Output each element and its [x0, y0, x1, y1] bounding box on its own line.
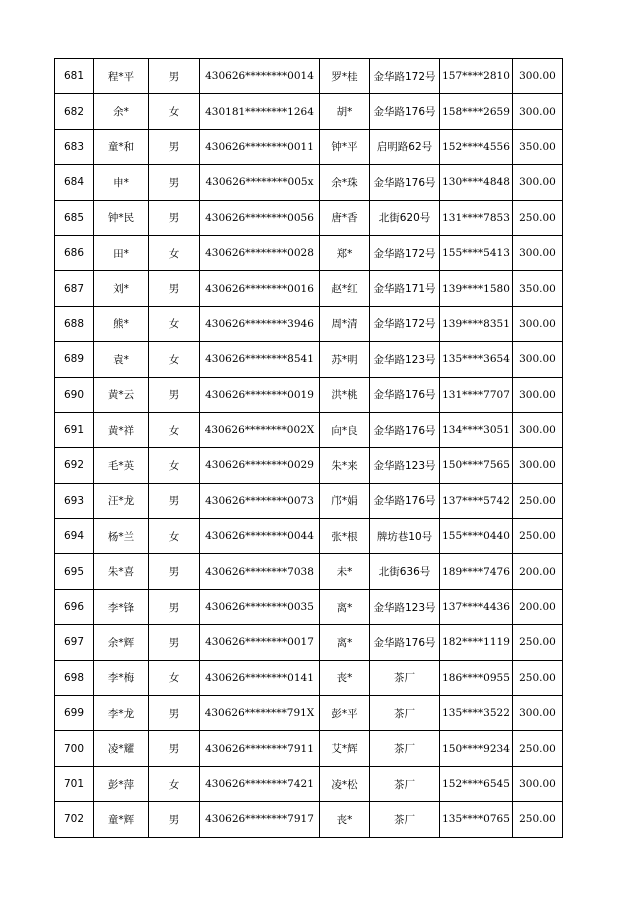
amount: 300.00 [513, 766, 563, 801]
row-number: 700 [55, 731, 94, 766]
amount: 350.00 [513, 271, 563, 306]
table-row [55, 165, 563, 200]
guardian-name: 未* [320, 554, 370, 589]
table-row [55, 766, 563, 801]
person-name: 毛*英 [94, 448, 149, 483]
id-number: 430626********0011 [200, 129, 320, 164]
phone-number: 131****7707 [440, 377, 513, 412]
address: 茶厂 [370, 766, 440, 801]
id-number: 430626********0035 [200, 589, 320, 624]
person-name: 汪*龙 [94, 483, 149, 518]
phone-number: 150****7565 [440, 448, 513, 483]
address: 金华路171号 [370, 271, 440, 306]
row-number: 692 [55, 448, 94, 483]
row-number: 688 [55, 306, 94, 341]
amount: 300.00 [513, 235, 563, 270]
phone-number: 152****6545 [440, 766, 513, 801]
amount: 300.00 [513, 412, 563, 447]
guardian-name: 丧* [320, 802, 370, 837]
person-name: 黄*祥 [94, 412, 149, 447]
table-row [55, 802, 563, 837]
phone-number: 137****4436 [440, 589, 513, 624]
amount: 300.00 [513, 59, 563, 94]
guardian-name: 郑* [320, 235, 370, 270]
amount: 250.00 [513, 483, 563, 518]
guardian-name: 离* [320, 625, 370, 660]
guardian-name: 赵*红 [320, 271, 370, 306]
table-row [55, 235, 563, 270]
id-number: 430626********0019 [200, 377, 320, 412]
amount: 200.00 [513, 589, 563, 624]
person-name: 童*和 [94, 129, 149, 164]
address: 茶厂 [370, 731, 440, 766]
table-row [55, 554, 563, 589]
address: 茶厂 [370, 696, 440, 731]
guardian-name: 胡* [320, 94, 370, 129]
guardian-name: 苏*明 [320, 342, 370, 377]
gender: 女 [149, 766, 200, 801]
phone-number: 131****7853 [440, 200, 513, 235]
guardian-name: 向*良 [320, 412, 370, 447]
phone-number: 135****3522 [440, 696, 513, 731]
amount: 250.00 [513, 625, 563, 660]
table-row [55, 696, 563, 731]
guardian-name: 丧* [320, 660, 370, 695]
row-number: 698 [55, 660, 94, 695]
table-row [55, 412, 563, 447]
address: 金华路176号 [370, 625, 440, 660]
row-number: 685 [55, 200, 94, 235]
address: 金华路176号 [370, 377, 440, 412]
gender: 男 [149, 731, 200, 766]
person-name: 童*辉 [94, 802, 149, 837]
phone-number: 137****5742 [440, 483, 513, 518]
gender: 男 [149, 483, 200, 518]
phone-number: 157****2810 [440, 59, 513, 94]
guardian-name: 张*根 [320, 519, 370, 554]
address: 金华路172号 [370, 306, 440, 341]
table-row [55, 519, 563, 554]
person-name: 李*锋 [94, 589, 149, 624]
id-number: 430626********0141 [200, 660, 320, 695]
phone-number: 158****2659 [440, 94, 513, 129]
person-name: 田* [94, 235, 149, 270]
id-number: 430626********7038 [200, 554, 320, 589]
id-number: 430626********0073 [200, 483, 320, 518]
address: 北街620号 [370, 200, 440, 235]
id-number: 430626********791X [200, 696, 320, 731]
guardian-name: 唐*香 [320, 200, 370, 235]
amount: 300.00 [513, 165, 563, 200]
address: 金华路123号 [370, 342, 440, 377]
phone-number: 134****3051 [440, 412, 513, 447]
id-number: 430626********0044 [200, 519, 320, 554]
address: 金华路176号 [370, 94, 440, 129]
phone-number: 139****8351 [440, 306, 513, 341]
amount: 300.00 [513, 94, 563, 129]
gender: 男 [149, 129, 200, 164]
row-number: 684 [55, 165, 94, 200]
address: 金华路176号 [370, 483, 440, 518]
person-name: 程*平 [94, 59, 149, 94]
gender: 男 [149, 802, 200, 837]
table-row [55, 271, 563, 306]
id-number: 430626********0028 [200, 235, 320, 270]
id-number: 430626********005x [200, 165, 320, 200]
address: 茶厂 [370, 660, 440, 695]
address: 金华路172号 [370, 59, 440, 94]
amount: 250.00 [513, 731, 563, 766]
table-row [55, 483, 563, 518]
gender: 女 [149, 448, 200, 483]
table-row [55, 59, 563, 94]
table-row [55, 200, 563, 235]
person-name: 凌*耀 [94, 731, 149, 766]
address: 金华路176号 [370, 165, 440, 200]
gender: 男 [149, 377, 200, 412]
person-name: 申* [94, 165, 149, 200]
table-row [55, 377, 563, 412]
gender: 男 [149, 625, 200, 660]
phone-number: 186****0955 [440, 660, 513, 695]
person-name: 余* [94, 94, 149, 129]
id-number: 430626********8541 [200, 342, 320, 377]
amount: 200.00 [513, 554, 563, 589]
guardian-name: 钟*平 [320, 129, 370, 164]
id-number: 430181********1264 [200, 94, 320, 129]
guardian-name: 凌*松 [320, 766, 370, 801]
gender: 男 [149, 589, 200, 624]
address: 金华路123号 [370, 589, 440, 624]
guardian-name: 罗*桂 [320, 59, 370, 94]
id-number: 430626********0014 [200, 59, 320, 94]
person-name: 黄*云 [94, 377, 149, 412]
gender: 女 [149, 412, 200, 447]
id-number: 430626********0016 [200, 271, 320, 306]
roster-table [54, 58, 563, 838]
address: 金华路172号 [370, 235, 440, 270]
row-number: 683 [55, 129, 94, 164]
phone-number: 189****7476 [440, 554, 513, 589]
amount: 300.00 [513, 306, 563, 341]
phone-number: 150****9234 [440, 731, 513, 766]
row-number: 696 [55, 589, 94, 624]
table-row [55, 129, 563, 164]
amount: 250.00 [513, 200, 563, 235]
row-number: 702 [55, 802, 94, 837]
person-name: 熊* [94, 306, 149, 341]
phone-number: 152****4556 [440, 129, 513, 164]
row-number: 690 [55, 377, 94, 412]
phone-number: 135****0765 [440, 802, 513, 837]
row-number: 695 [55, 554, 94, 589]
gender: 男 [149, 59, 200, 94]
guardian-name: 邝*娟 [320, 483, 370, 518]
guardian-name: 周*清 [320, 306, 370, 341]
row-number: 689 [55, 342, 94, 377]
guardian-name: 彭*平 [320, 696, 370, 731]
amount: 300.00 [513, 342, 563, 377]
guardian-name: 离* [320, 589, 370, 624]
person-name: 钟*民 [94, 200, 149, 235]
id-number: 430626********7917 [200, 802, 320, 837]
person-name: 李*龙 [94, 696, 149, 731]
table-row [55, 625, 563, 660]
row-number: 693 [55, 483, 94, 518]
gender: 女 [149, 306, 200, 341]
address: 启明路62号 [370, 129, 440, 164]
person-name: 余*辉 [94, 625, 149, 660]
table-row [55, 660, 563, 695]
row-number: 691 [55, 412, 94, 447]
roster-body [55, 59, 563, 838]
gender: 女 [149, 519, 200, 554]
person-name: 李*梅 [94, 660, 149, 695]
guardian-name: 余*珠 [320, 165, 370, 200]
id-number: 430626********7911 [200, 731, 320, 766]
id-number: 430626********002X [200, 412, 320, 447]
person-name: 彭*萍 [94, 766, 149, 801]
id-number: 430626********3946 [200, 306, 320, 341]
id-number: 430626********0029 [200, 448, 320, 483]
amount: 300.00 [513, 377, 563, 412]
row-number: 701 [55, 766, 94, 801]
table-row [55, 589, 563, 624]
id-number: 430626********0056 [200, 200, 320, 235]
guardian-name: 艾*辉 [320, 731, 370, 766]
gender: 男 [149, 200, 200, 235]
row-number: 681 [55, 59, 94, 94]
gender: 男 [149, 554, 200, 589]
table-row [55, 448, 563, 483]
amount: 350.00 [513, 129, 563, 164]
phone-number: 155****5413 [440, 235, 513, 270]
row-number: 682 [55, 94, 94, 129]
row-number: 686 [55, 235, 94, 270]
person-name: 朱*喜 [94, 554, 149, 589]
row-number: 694 [55, 519, 94, 554]
person-name: 刘* [94, 271, 149, 306]
phone-number: 130****4848 [440, 165, 513, 200]
table-row [55, 731, 563, 766]
amount: 250.00 [513, 660, 563, 695]
id-number: 430626********7421 [200, 766, 320, 801]
person-name: 杨*兰 [94, 519, 149, 554]
phone-number: 135****3654 [440, 342, 513, 377]
row-number: 697 [55, 625, 94, 660]
address: 金华路123号 [370, 448, 440, 483]
gender: 女 [149, 94, 200, 129]
address: 北街636号 [370, 554, 440, 589]
amount: 250.00 [513, 519, 563, 554]
row-number: 699 [55, 696, 94, 731]
row-number: 687 [55, 271, 94, 306]
id-number: 430626********0017 [200, 625, 320, 660]
phone-number: 139****1580 [440, 271, 513, 306]
gender: 男 [149, 271, 200, 306]
gender: 女 [149, 235, 200, 270]
gender: 女 [149, 342, 200, 377]
table-row [55, 94, 563, 129]
gender: 男 [149, 165, 200, 200]
table-row [55, 306, 563, 341]
address: 金华路176号 [370, 412, 440, 447]
phone-number: 182****1119 [440, 625, 513, 660]
guardian-name: 洪*桃 [320, 377, 370, 412]
amount: 300.00 [513, 696, 563, 731]
address: 牌坊巷10号 [370, 519, 440, 554]
phone-number: 155****0440 [440, 519, 513, 554]
person-name: 袁* [94, 342, 149, 377]
guardian-name: 朱*来 [320, 448, 370, 483]
table-row [55, 342, 563, 377]
address: 茶厂 [370, 802, 440, 837]
gender: 男 [149, 696, 200, 731]
amount: 300.00 [513, 448, 563, 483]
gender: 女 [149, 660, 200, 695]
amount: 250.00 [513, 802, 563, 837]
